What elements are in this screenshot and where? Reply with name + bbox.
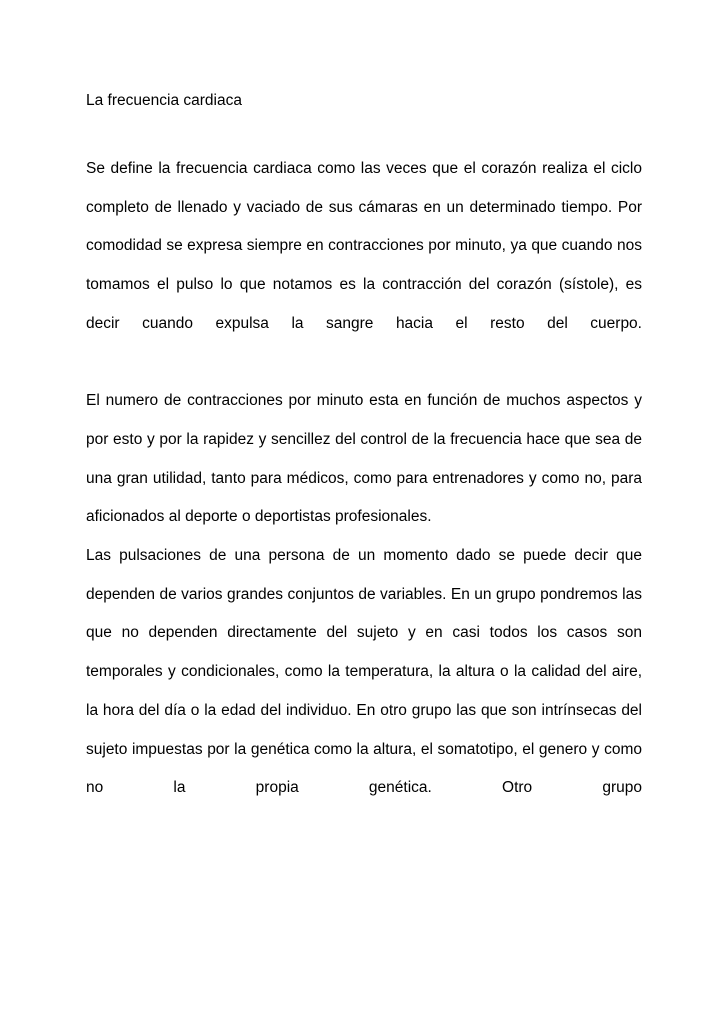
paragraph-2: [86, 382, 642, 537]
paragraph-2-text: El numero de contracciones por minuto esta en función de muchos aspectos y por esto y por la rapidez y sencillez del control de la frecuencia hace que sea de una gran utilidad, tanto para médicos, como para entrenadores y como no, para aficionados al deporte o deportistas profesionales.: [86, 392, 642, 526]
paragraph-3: [86, 537, 642, 847]
paragraph-1-text: Se define la frecuencia cardiaca como las veces que el corazón realiza el ciclo completo de llenado y vaciado de sus cámaras en un determinado tiempo. Por comodidad se expresa siempre en contracciones por minuto, ya que cuando nos tomamos el pulso lo que notamos es la contracción del corazón (sístole), es decir cuando expulsa la sangre hacia el resto del cuerpo.: [86, 160, 642, 332]
document-title: La frecuencia cardiaca: [86, 92, 242, 109]
paragraph-1: [86, 150, 642, 382]
paragraph-3-text: Las pulsaciones de una persona de un momento dado se puede decir que dependen de varios grandes conjuntos de variables. En un grupo pondremos las que no dependen directamente del sujeto y en casi todos los casos son temporales y condicionales, como la temperatura, la altura o la calidad del aire, la hora del día o la edad del individuo. En otro grupo las que son intrínsecas del sujeto impuestas por la genética como la altura, el somatotipo, el genero y como no la propia genética. Otro grupo: [86, 547, 642, 797]
document-body: [86, 150, 642, 847]
